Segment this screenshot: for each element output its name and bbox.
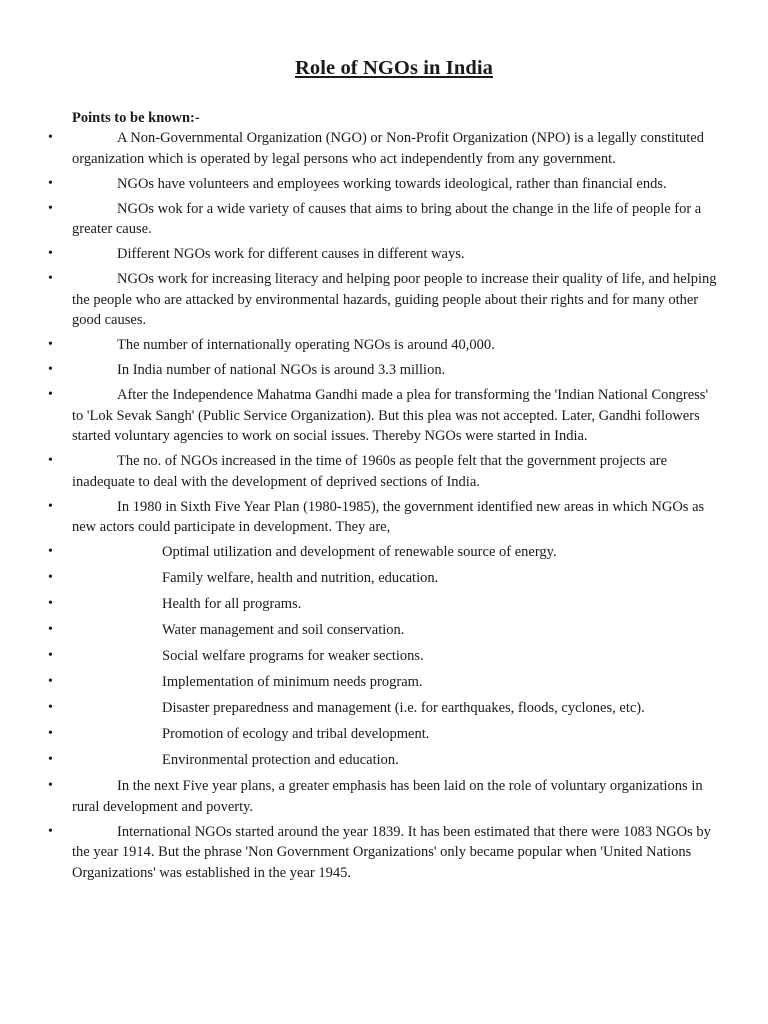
bullet-icon: • bbox=[48, 271, 53, 286]
bullet-icon: • bbox=[48, 700, 53, 715]
sub-list-item bbox=[0, 724, 768, 745]
points-list bbox=[0, 128, 768, 888]
sub-list-item bbox=[0, 646, 768, 667]
bullet-icon: • bbox=[48, 778, 53, 793]
list-item-text: Disaster preparedness and management (i.e. for earthquakes, floods, cyclones, etc). bbox=[162, 700, 645, 716]
bullet-icon: • bbox=[48, 453, 53, 468]
section-subheading: Points to be known:- bbox=[72, 110, 200, 126]
bullet-icon: • bbox=[48, 130, 53, 145]
list-item-text: Family welfare, health and nutrition, education. bbox=[162, 570, 439, 586]
list-item bbox=[0, 269, 768, 331]
list-item-text: Different NGOs work for different causes in different ways. bbox=[117, 246, 465, 262]
list-item-text: NGOs wok for a wide variety of causes that aims to bring about the change in the life of people for a greater cause. bbox=[72, 200, 702, 237]
list-item-text: Health for all programs. bbox=[162, 596, 302, 612]
list-item bbox=[0, 128, 768, 169]
list-item-text: A Non-Governmental Organization (NGO) or Non-Profit Organization (NPO) is a legally constituted organization which is operated by legal persons who act independently from any government. bbox=[72, 130, 704, 167]
list-item-text: Optimal utilization and development of renewable source of energy. bbox=[162, 544, 557, 560]
bullet-icon: • bbox=[48, 387, 53, 402]
bullet-icon: • bbox=[48, 337, 53, 352]
list-item bbox=[0, 385, 768, 447]
list-item bbox=[0, 335, 768, 356]
bullet-icon: • bbox=[48, 823, 53, 839]
list-item-text: The number of internationally operating NGOs is around 40,000. bbox=[117, 337, 495, 353]
list-item-text: Water management and soil conservation. bbox=[162, 622, 405, 638]
list-item-text: The no. of NGOs increased in the time of 1960s as people felt that the government projects are inadequate to deal with the development of deprived sections of India. bbox=[72, 453, 668, 490]
bullet-icon: • bbox=[48, 362, 53, 377]
bullet-icon: • bbox=[48, 752, 53, 767]
list-item-text: NGOs have volunteers and employees working towards ideological, rather than financial ends. bbox=[117, 175, 667, 192]
page-title: Role of NGOs in India bbox=[294, 57, 494, 79]
bullet-icon: • bbox=[48, 648, 53, 663]
bullet-icon: • bbox=[48, 498, 53, 514]
list-item bbox=[0, 822, 768, 884]
list-item bbox=[0, 244, 768, 265]
list-item-text: Environmental protection and education. bbox=[162, 752, 399, 768]
bullet-icon: • bbox=[48, 622, 53, 637]
list-item-text: In India number of national NGOs is around 3.3 million. bbox=[117, 362, 446, 378]
list-item-text: Implementation of minimum needs program. bbox=[162, 674, 423, 690]
sub-list-item bbox=[0, 568, 768, 589]
sub-list-item bbox=[0, 620, 768, 641]
list-item-text: In the next Five year plans, a greater emphasis has been laid on the role of voluntary organizations in rural development and poverty. bbox=[72, 778, 703, 815]
bullet-icon: • bbox=[48, 246, 53, 261]
list-item bbox=[0, 199, 768, 240]
list-item bbox=[0, 776, 768, 817]
sub-list-item bbox=[0, 594, 768, 615]
bullet-icon: • bbox=[48, 544, 53, 559]
bullet-icon: • bbox=[48, 596, 53, 611]
bullet-icon: • bbox=[48, 200, 53, 216]
list-item-text: After the Independence Mahatma Gandhi made a plea for transforming the 'Indian National Congress' to 'Lok Sevak Sangh' (Public Service Organization). But this plea was not accepted. Later, Gandhi followers started voluntary agencies to work on social issues. Thereby NGOs were started in India. bbox=[72, 387, 709, 444]
list-item-text: NGOs work for increasing literacy and helping poor people to increase their quality of life, and helping the people who are attacked by environmental hazards, guiding people about their rights and for many other good causes. bbox=[72, 271, 717, 328]
list-item-text: In 1980 in Sixth Five Year Plan (1980-1985), the government identified new areas in which NGOs as new actors could participate in development. They are, bbox=[72, 498, 705, 535]
sub-list-item bbox=[0, 750, 768, 771]
list-item bbox=[0, 174, 768, 195]
list-item bbox=[0, 360, 768, 381]
bullet-icon: • bbox=[48, 726, 53, 741]
list-item-text: Promotion of ecology and tribal development. bbox=[162, 726, 430, 742]
bullet-icon: • bbox=[48, 674, 53, 689]
list-item-text: International NGOs started around the year 1839. It has been estimated that there were 1083 NGOs by the year 1914. But the phrase 'Non Government Organizations' only became popular when 'United Nations Organizations' was established in the year 1945. bbox=[72, 823, 711, 881]
sub-list-item bbox=[0, 542, 768, 563]
bullet-icon: • bbox=[48, 570, 53, 585]
sub-list-item bbox=[0, 672, 768, 693]
bullet-icon: • bbox=[48, 175, 53, 191]
list-item-text: Social welfare programs for weaker sections. bbox=[162, 648, 424, 664]
list-item bbox=[0, 451, 768, 492]
list-item bbox=[0, 497, 768, 538]
sub-list-item bbox=[0, 698, 768, 719]
